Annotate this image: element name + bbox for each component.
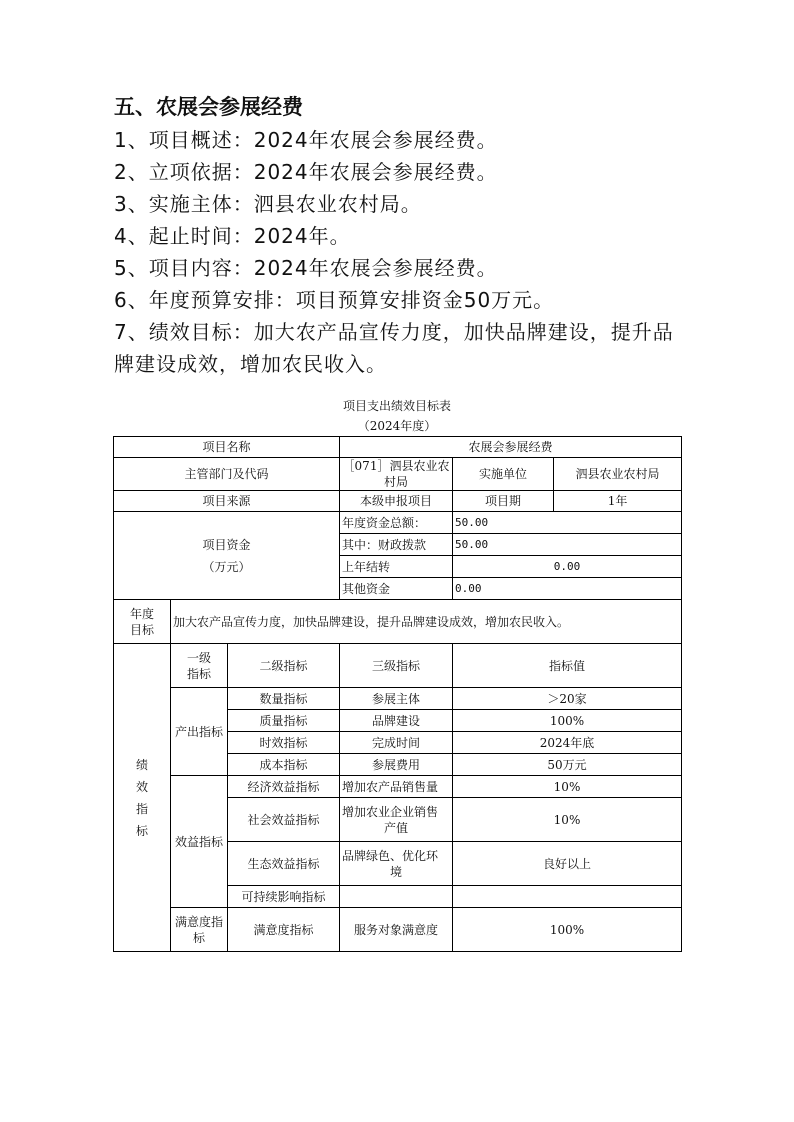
benefit-l3-line-b: 境 [389, 864, 402, 879]
section-heading: 五、农展会参展经费 [114, 95, 303, 119]
paragraph-period: 4、起止时间：2024年。 [114, 224, 351, 248]
cell-head-value: 指标值 [453, 644, 682, 688]
cell-output-l2: 数量指标 [228, 688, 340, 710]
cell-funds-other-value: 0.00 [453, 578, 682, 600]
indicator-char-3: 指 [135, 801, 148, 816]
annual-goal-label-1: 年度 [129, 606, 154, 621]
cell-head-level3: 三级指标 [340, 644, 453, 688]
cell-benefit-l3: 增加农产品销售量 [340, 776, 453, 798]
cell-funds-carryover-value: 0.00 [453, 556, 682, 578]
benefit-l3-line-a: 增加农业企业销售 [342, 804, 439, 819]
funds-label: 项目资金 [202, 537, 251, 552]
cell-benefit-label: 效益指标 [171, 776, 228, 908]
cell-benefit-value [453, 886, 682, 908]
cell-indicator-section [114, 644, 171, 952]
table-row [114, 600, 682, 644]
cell-funds-other-label: 其他资金 [340, 578, 453, 600]
cell-output-value: ＞20家 [453, 688, 682, 710]
satisfaction-label-b: 标 [192, 930, 205, 945]
paragraph-basis: 2、立项依据：2024年农展会参展经费。 [114, 160, 498, 184]
cell-satisfaction-l3: 服务对象满意度 [340, 908, 453, 952]
paragraph-overview: 1、项目概述：2024年农展会参展经费。 [114, 128, 498, 152]
table-row [114, 491, 682, 512]
cell-satisfaction-l2: 满意度指标 [228, 908, 340, 952]
cell-benefit-l2: 可持续影响指标 [228, 886, 340, 908]
cell-output-value: 2024年底 [453, 732, 682, 754]
cell-source-value: 本级申报项目 [340, 491, 453, 512]
indicator-char-1: 绩 [135, 757, 148, 772]
annual-goal-label-2: 目标 [129, 622, 154, 637]
table-row [114, 688, 682, 710]
cell-output-value: 100% [453, 710, 682, 732]
cell-impl-unit-label: 实施单位 [453, 458, 554, 491]
table-row [114, 437, 682, 458]
paragraph-goal-continued: 牌建设成效，增加农民收入。 [114, 352, 387, 376]
cell-output-l3: 品牌建设 [340, 710, 453, 732]
cell-satisfaction-value: 100% [453, 908, 682, 952]
cell-funds-fiscal-value: 50.00 [453, 534, 682, 556]
indicator-char-4: 标 [135, 823, 148, 838]
cell-benefit-l3 [340, 886, 453, 908]
cell-source-label: 项目来源 [114, 491, 340, 512]
cell-benefit-l3 [340, 798, 453, 842]
cell-output-label: 产出指标 [171, 688, 228, 776]
cell-dept-label: 主管部门及代码 [114, 458, 340, 491]
table-year: （2024年度） [357, 419, 437, 433]
cell-benefit-l2: 经济效益指标 [228, 776, 340, 798]
cell-benefit-l2: 生态效益指标 [228, 842, 340, 886]
table-row [114, 908, 682, 952]
paragraph-budget: 6、年度预算安排：项目预算安排资金50万元。 [114, 288, 555, 312]
funds-unit: （万元） [202, 559, 251, 574]
cell-output-l2: 质量指标 [228, 710, 340, 732]
cell-output-l2: 成本指标 [228, 754, 340, 776]
paragraph-content: 5、项目内容：2024年农展会参展经费。 [114, 256, 498, 280]
cell-funds-total-label: 年度资金总额： [340, 512, 453, 534]
indicator-char-2: 效 [135, 779, 148, 794]
cell-benefit-l2: 社会效益指标 [228, 798, 340, 842]
cell-funds-label [114, 512, 340, 600]
table-title: 项目支出绩效目标表 [342, 399, 451, 413]
performance-target-table [113, 436, 682, 952]
head-level1-a: 一级 [186, 650, 211, 665]
cell-output-l3: 参展费用 [340, 754, 453, 776]
cell-annual-goal-text: 加大农产品宣传力度，加快品牌建设，提升品牌建设成效，增加农民收入。 [171, 600, 682, 644]
table-row [114, 458, 682, 491]
paragraph-implementer: 3、实施主体：泗县农业农村局。 [114, 192, 422, 216]
head-level1-b: 指标 [186, 666, 211, 681]
cell-benefit-value: 良好以上 [453, 842, 682, 886]
benefit-l3-line-b: 产值 [383, 820, 408, 835]
satisfaction-label-a: 满意度指 [174, 914, 223, 929]
cell-funds-carryover-label: 上年结转 [340, 556, 453, 578]
cell-impl-unit-value: 泗县农业农村局 [554, 458, 682, 491]
cell-benefit-value: 10% [453, 776, 682, 798]
cell-satisfaction-label [171, 908, 228, 952]
performance-table-block [113, 396, 681, 952]
document-body [114, 92, 704, 380]
cell-benefit-l3 [340, 842, 453, 886]
cell-period-value: 1年 [554, 491, 682, 512]
cell-head-level1 [171, 644, 228, 688]
benefit-l3-line-a: 品牌绿色、优化环 [342, 848, 439, 863]
cell-project-name: 农展会参展经费 [340, 437, 682, 458]
paragraph-goal: 7、绩效目标：加大农产品宣传力度，加快品牌建设，提升品 [114, 320, 674, 344]
table-row [114, 512, 682, 534]
table-row [114, 644, 682, 688]
cell-annual-goal-label [114, 600, 171, 644]
cell-output-value: 50万元 [453, 754, 682, 776]
table-row [114, 776, 682, 798]
cell-output-l3: 参展主体 [340, 688, 453, 710]
cell-output-l3: 完成时间 [340, 732, 453, 754]
cell-output-l2: 时效指标 [228, 732, 340, 754]
cell-funds-fiscal-label: 其中：财政拨款 [340, 534, 453, 556]
cell-benefit-value: 10% [453, 798, 682, 842]
cell-project-name-label: 项目名称 [114, 437, 340, 458]
cell-funds-total-value: 50.00 [453, 512, 682, 534]
cell-period-label: 项目期 [453, 491, 554, 512]
cell-dept-value: ［071］泗县农业农村局 [340, 458, 453, 491]
cell-head-level2: 二级指标 [228, 644, 340, 688]
